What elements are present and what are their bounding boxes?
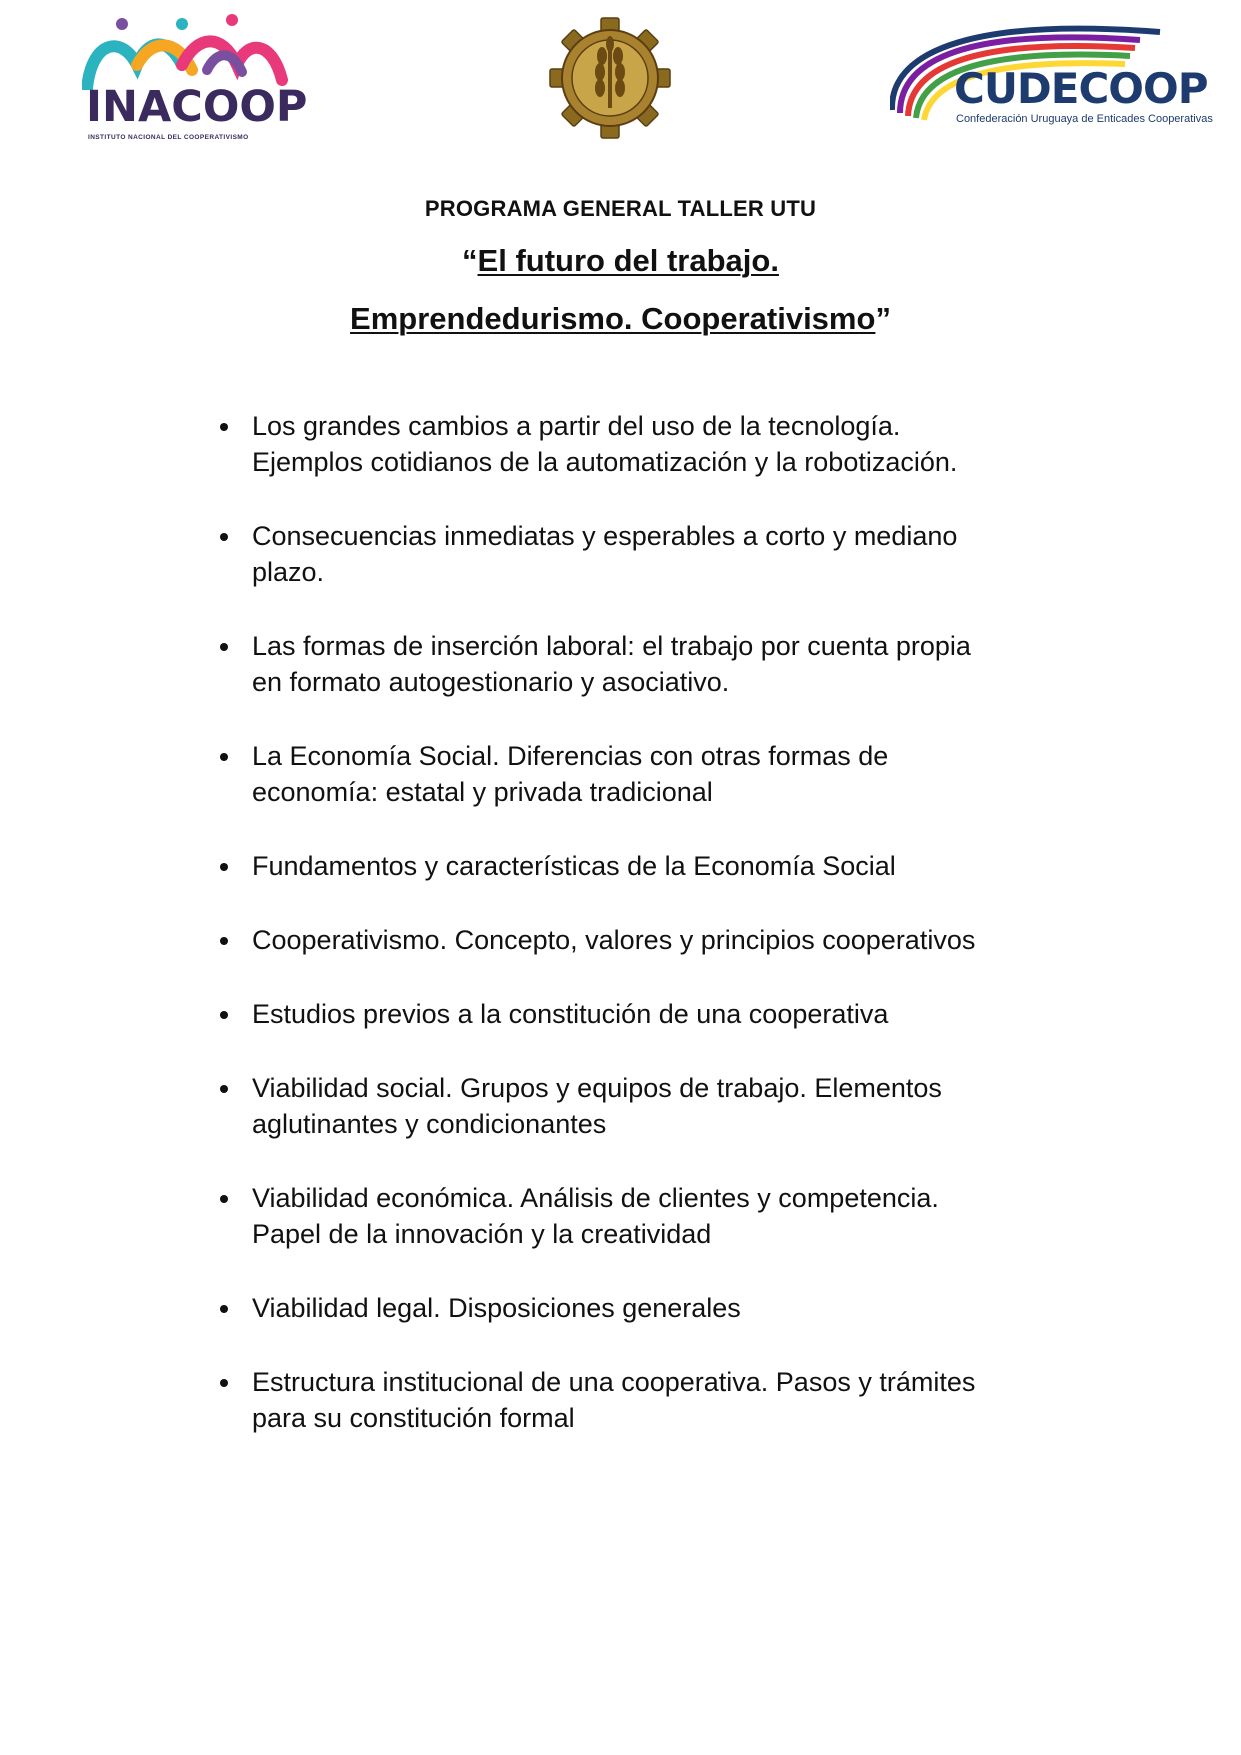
topic-line-1: Cooperativismo. Concepto, valores y principios cooperativos: [252, 925, 976, 955]
topic-line-2: en formato autogestionario y asociativo.: [252, 667, 730, 697]
topic-line-1: Estructura institucional de una cooperativa. Pasos y trámites: [252, 1367, 976, 1397]
bullet-icon: [220, 937, 228, 945]
bullet-icon: [220, 1085, 228, 1093]
list-item: [212, 738, 1082, 810]
list-item: [212, 848, 1082, 884]
bullet-icon: [220, 643, 228, 651]
list-item: [212, 518, 1082, 590]
title-text-line-2: Emprendedurismo. Cooperativismo: [350, 301, 876, 336]
inacoop-wordmark: INACOOP: [86, 82, 308, 132]
topic-line-2: economía: estatal y privada tradicional: [252, 777, 713, 807]
title-open-quote: “: [462, 243, 478, 278]
topic-line-1: Estudios previos a la constitución de una cooperativa: [252, 999, 889, 1029]
bullet-icon: [220, 753, 228, 761]
topic-line-2: para su constitución formal: [252, 1403, 575, 1433]
bullet-icon: [220, 1305, 228, 1313]
topic-line-1: Consecuencias inmediatas y esperables a corto y mediano: [252, 521, 958, 551]
inacoop-subtitle: INSTITUTO NACIONAL DEL COOPERATIVISMO: [88, 134, 249, 141]
list-item: [212, 1070, 1082, 1142]
topic-line-1: Fundamentos y características de la Economía Social: [252, 851, 896, 881]
cudecoop-wordmark: CUDECOOP: [954, 64, 1208, 113]
list-item: [212, 1364, 1082, 1436]
inacoop-people-icon: [82, 10, 292, 90]
bullet-icon: [220, 1011, 228, 1019]
topic-line-1: La Economía Social. Diferencias con otras formas de: [252, 741, 889, 771]
list-item: [212, 408, 1082, 480]
bullet-icon: [220, 533, 228, 541]
document-title-line-1: [0, 242, 1241, 279]
bullet-icon: [220, 1379, 228, 1387]
list-item: [212, 922, 1082, 958]
utu-emblem-logo: [540, 10, 680, 140]
bullet-icon: [220, 423, 228, 431]
wheat-gear-emblem-icon: [540, 10, 680, 140]
bullet-icon: [220, 863, 228, 871]
topic-line-1: Viabilidad legal. Disposiciones generales: [252, 1293, 741, 1323]
topic-line-2: Ejemplos cotidianos de la automatización y la robotización.: [252, 447, 958, 477]
list-item: [212, 1180, 1082, 1252]
list-item: [212, 996, 1082, 1032]
topic-line-2: plazo.: [252, 557, 325, 587]
list-item: [212, 628, 1082, 700]
topic-line-2: aglutinantes y condicionantes: [252, 1109, 607, 1139]
cudecoop-subtitle: Confederación Uruguaya de Enticades Cooperativas: [956, 113, 1213, 125]
title-text-line-1: El futuro del trabajo.: [477, 243, 779, 278]
topic-line-1: Viabilidad social. Grupos y equipos de trabajo. Elementos: [252, 1073, 942, 1103]
topic-line-2: Papel de la innovación y la creatividad: [252, 1219, 712, 1249]
document-title-line-2: [0, 300, 1241, 337]
title-close-quote: ”: [875, 301, 891, 336]
program-header-label: PROGRAMA GENERAL TALLER UTU: [424, 196, 817, 221]
cudecoop-logo: [890, 18, 1220, 133]
topic-line-1: Las formas de inserción laboral: el trabajo por cuenta propia: [252, 631, 971, 661]
bullet-icon: [220, 1195, 228, 1203]
list-item: [212, 1290, 1082, 1326]
inacoop-logo: [82, 10, 308, 141]
topic-line-1: Viabilidad económica. Análisis de clientes y competencia.: [252, 1183, 939, 1213]
topic-line-1: Los grandes cambios a partir del uso de la tecnología.: [252, 411, 901, 441]
program-topics-list: [212, 408, 1082, 1474]
